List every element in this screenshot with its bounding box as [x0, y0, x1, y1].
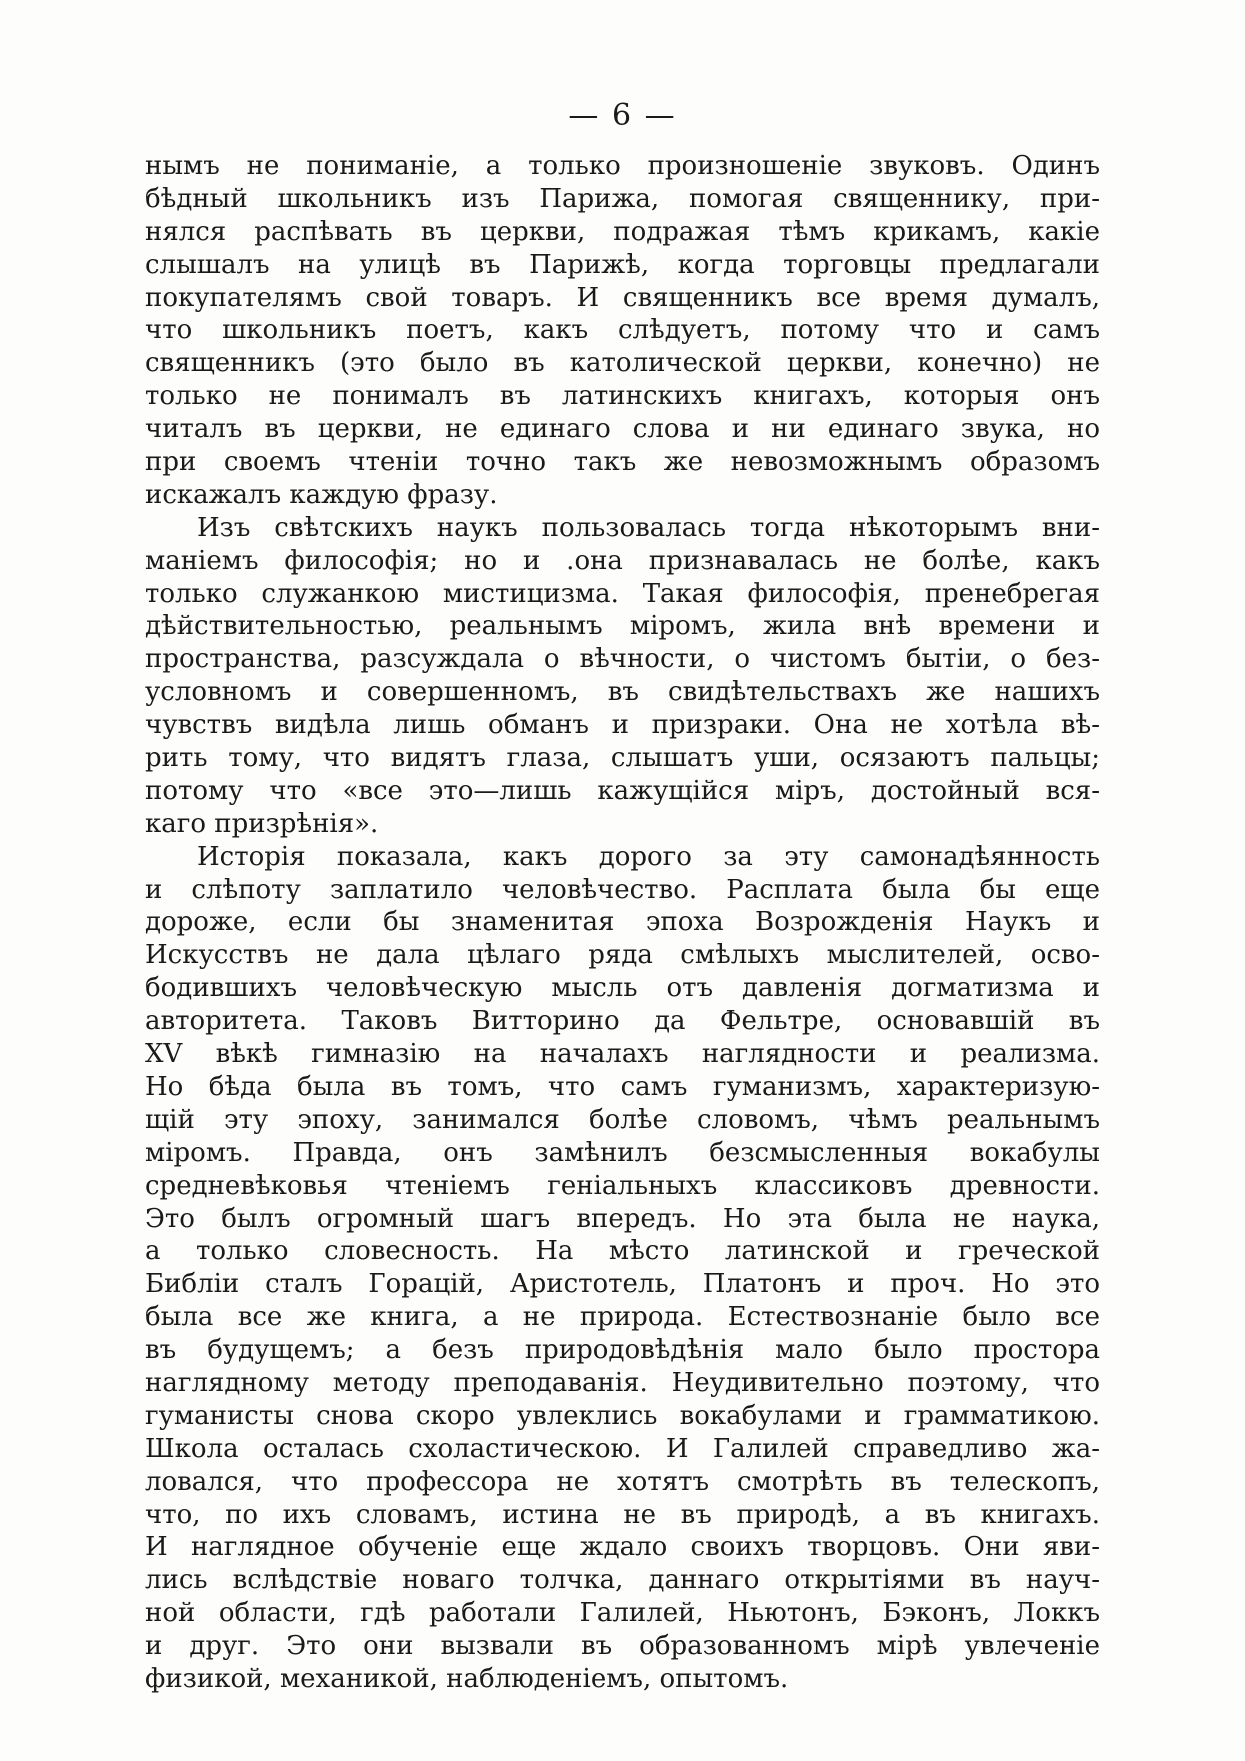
- text-line: читалъ въ церкви, не единаго слова и ни единаго звука, но: [145, 414, 1100, 445]
- text-line: XV вѣкѣ гимназію на началахъ наглядности и реализма.: [145, 1039, 1100, 1070]
- text-line: чувствъ видѣла лишь обманъ и призраки. Она не хотѣла вѣ-: [145, 710, 1100, 741]
- text-line: средневѣковья чтеніемъ геніальныхъ классиковъ древности.: [145, 1170, 1100, 1201]
- text-line: И наглядное обученіе еще ждало своихъ творцовъ. Они яви-: [145, 1532, 1100, 1563]
- text-line: авторитета. Таковъ Витторино да Фельтре, основавшій въ: [145, 1006, 1100, 1037]
- text-line: при своемъ чтеніи точно такъ же невозможнымъ образомъ: [145, 447, 1100, 478]
- text-line: что, по ихъ словамъ, истина не въ природѣ, а въ книгахъ.: [145, 1499, 1100, 1530]
- text-line: потому что «все это—лишь кажущійся міръ, достойный вся-: [145, 775, 1100, 806]
- text-line: Но бѣда была въ томъ, что самъ гуманизмъ, характеризую-: [145, 1071, 1100, 1102]
- text-line: лись вслѣдствіе новаго толчка, даннаго открытіями въ науч-: [145, 1565, 1100, 1596]
- page-number: — 6 —: [568, 98, 677, 133]
- text-line: нялся распѣвать въ церкви, подражая тѣмъ крикамъ, какіе: [145, 216, 1100, 247]
- text-line: священникъ (это было въ католической церкви, конечно) не: [145, 348, 1100, 379]
- text-line: ловался, что профессора не хотятъ смотрѣть въ телескопъ,: [145, 1466, 1100, 1497]
- text-line: дѣйствительностью, реальнымъ міромъ, жила внѣ времени и: [145, 611, 1100, 642]
- text-line: гуманисты снова скоро увлеклись вокабулами и грамматикою.: [145, 1400, 1100, 1431]
- text-line: Искусствъ не дала цѣлаго ряда смѣлыхъ мыслителей, осво-: [145, 940, 1100, 971]
- text-line: физикой, механикой, наблюденіемъ, опытомъ.: [145, 1663, 789, 1694]
- text-line: и друг. Это они вызвали въ образованномъ мірѣ увлеченіе: [145, 1631, 1100, 1662]
- text-line: искажалъ каждую фразу.: [145, 479, 498, 510]
- text-line: наглядному методу преподаванія. Неудивительно поэтому, что: [145, 1367, 1100, 1398]
- text-line: Школа осталась схоластическою. И Галилей справедливо жа-: [145, 1433, 1100, 1464]
- text-line: Библіи сталъ Горацій, Аристотель, Платонъ и проч. Но это: [145, 1269, 1100, 1300]
- text-line: и слѣпоту заплатило человѣчество. Расплата была бы еще: [145, 874, 1100, 905]
- text-line: щій эту эпоху, занимался болѣе словомъ, чѣмъ реальнымъ: [145, 1104, 1100, 1135]
- text-line: Это былъ огромный шагъ впередъ. Но эта была не наука,: [145, 1203, 1100, 1234]
- text-line: рить тому, что видятъ глаза, слышатъ уши, осязаютъ пальцы;: [145, 743, 1100, 774]
- text-line: условномъ и совершенномъ, въ свидѣтельствахъ же нашихъ: [145, 677, 1100, 708]
- text-line: маніемъ философія; но и .она признавалась не болѣе, какъ: [145, 545, 1100, 576]
- text-line: Исторія показала, какъ дорого за эту самонадѣянность: [197, 841, 1100, 872]
- text-line: міромъ. Правда, онъ замѣнилъ безсмысленныя вокабулы: [145, 1137, 1100, 1168]
- text-line: бѣдный школьникъ изъ Парижа, помогая священнику, при-: [145, 183, 1100, 214]
- text-line: бодившихъ человѣческую мысль отъ давленія догматизма и: [145, 973, 1100, 1004]
- text-line: дороже, если бы знаменитая эпоха Возрожденія Наукъ и: [145, 907, 1100, 938]
- text-line: пространства, разсуждала о вѣчности, о чистомъ бытіи, о без-: [145, 644, 1100, 675]
- text-line: слышалъ на улицѣ въ Парижѣ, когда торговцы предлагали: [145, 249, 1100, 280]
- text-line: что школьникъ поетъ, какъ слѣдуетъ, потому что и самъ: [145, 315, 1100, 346]
- text-line: покупателямъ свой товаръ. И священникъ все время думалъ,: [145, 282, 1100, 313]
- text-line: была все же книга, а не природа. Естествознаніе было все: [145, 1302, 1100, 1333]
- text-line: каго призрѣнія».: [145, 808, 379, 839]
- text-line: а только словесность. На мѣсто латинской и греческой: [145, 1236, 1100, 1267]
- text-line: только не понималъ въ латинскихъ книгахъ, которыя онъ: [145, 381, 1100, 412]
- text-line: только служанкою мистицизма. Такая философія, пренебрегая: [145, 578, 1100, 609]
- text-line: въ будущемъ; а безъ природовѣдѣнія мало было простора: [145, 1335, 1100, 1366]
- text-line: Изъ свѣтскихъ наукъ пользовалась тогда нѣкоторымъ вни-: [197, 512, 1100, 543]
- body-text: [145, 150, 1100, 1696]
- text-line: нымъ не пониманіе, а только произношеніе звуковъ. Одинъ: [145, 151, 1100, 181]
- text-line: ной области, гдѣ работали Галилей, Ньютонъ, Бэконъ, Локкъ: [145, 1598, 1100, 1629]
